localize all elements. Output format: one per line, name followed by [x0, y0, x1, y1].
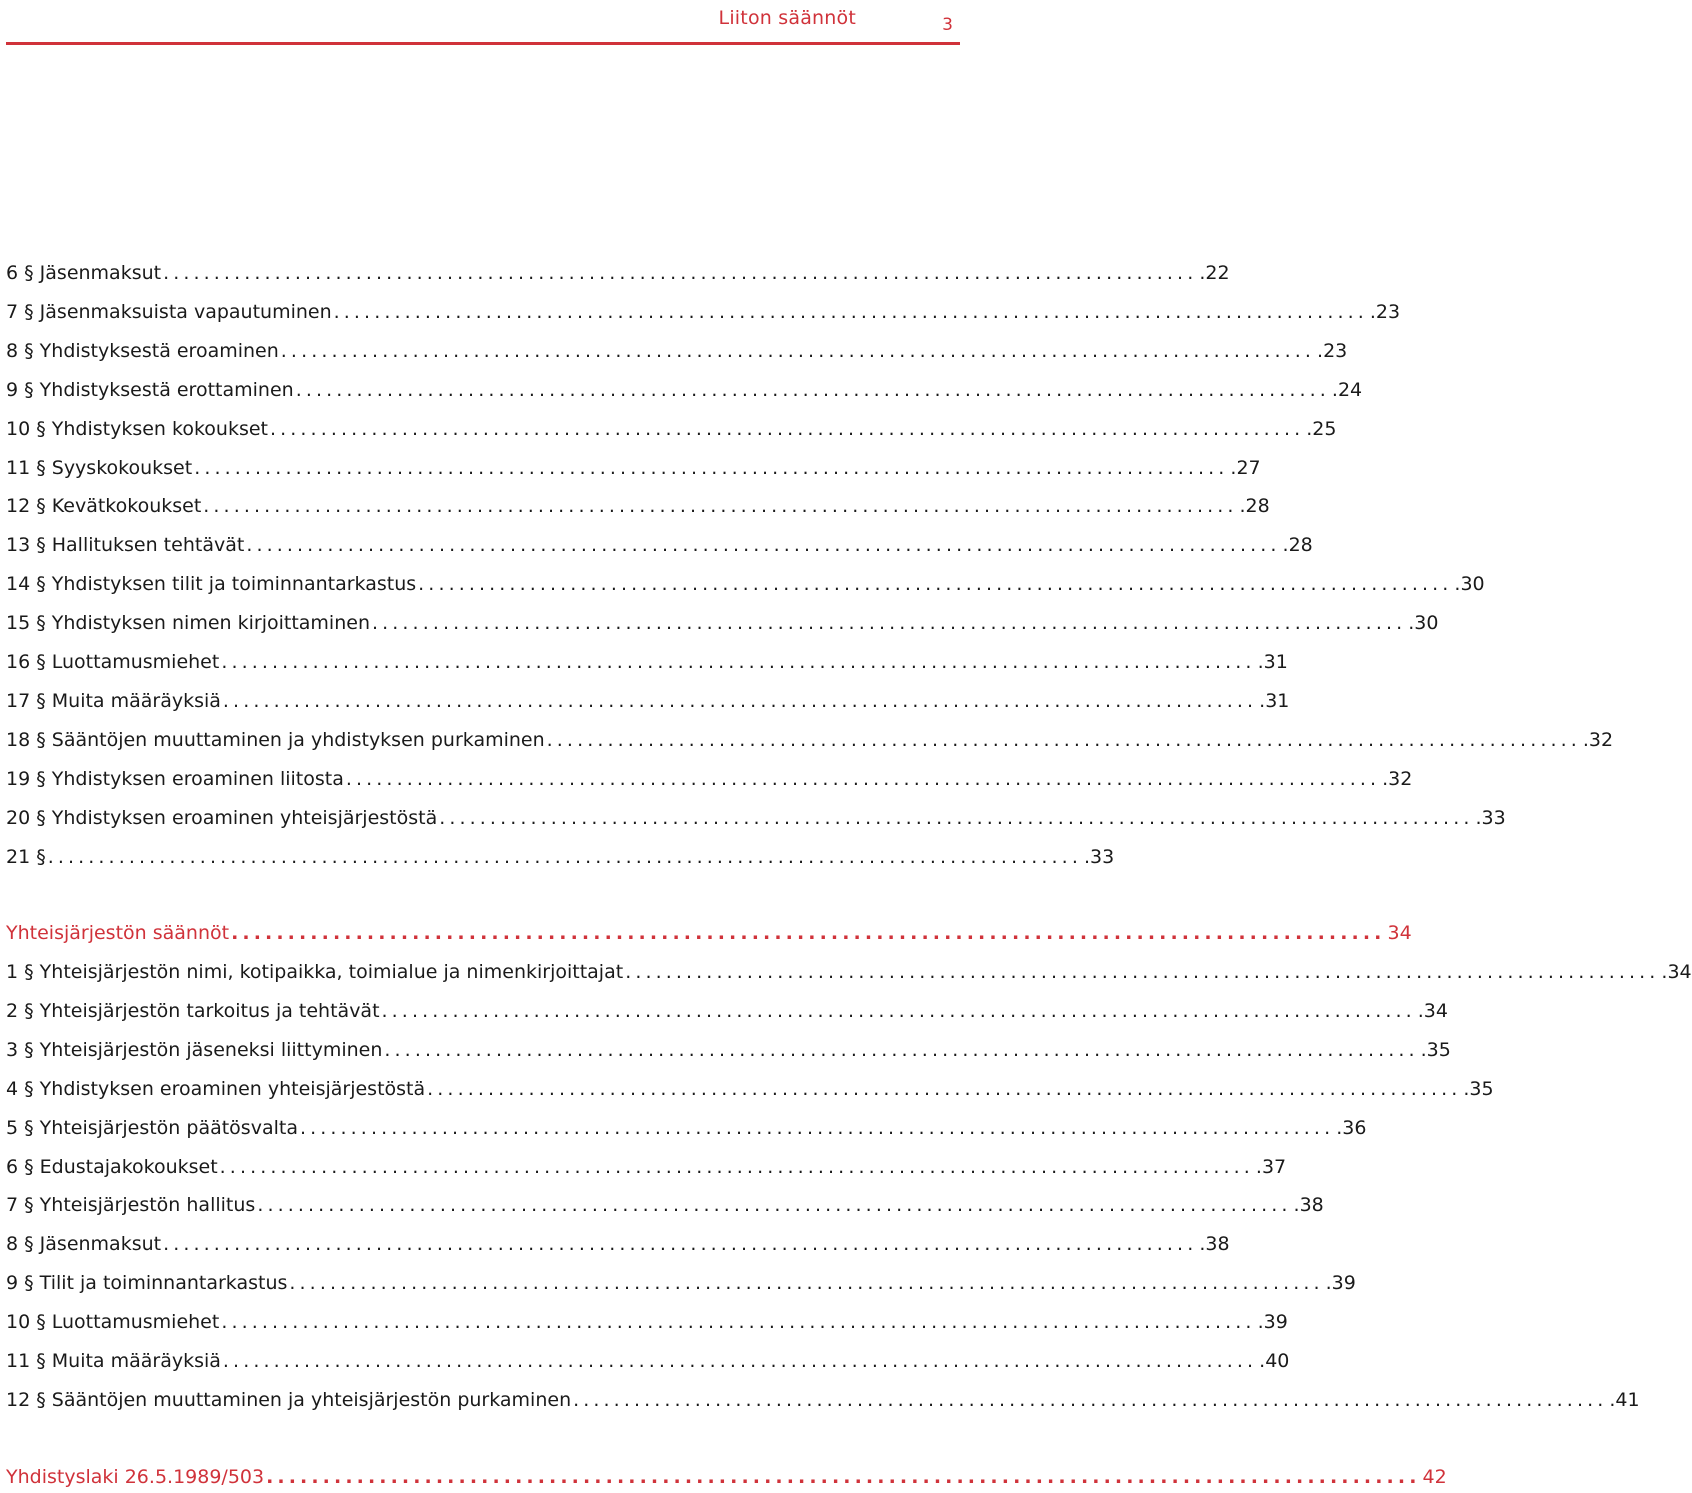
toc-dot-leader: ...................................................................................................... [439, 806, 1474, 829]
toc-entry-label: 7 § Jäsenmaksuista vapautuminen [6, 300, 332, 323]
toc-dot-leader: ...................................................................................................... [280, 339, 1316, 362]
toc-entry-label: 2 § Yhteisjärjestön tarkoitus ja tehtävät [6, 999, 380, 1022]
toc-page-number: .35 [1463, 1077, 1494, 1100]
toc-page-number: 34 [1387, 922, 1412, 944]
toc-entry[interactable] [6, 724, 1614, 756]
toc-dot-leader: ...................................................................................................... [221, 1311, 1256, 1334]
toc-entry[interactable] [6, 1151, 1287, 1183]
toc-entry-label: 6 § Edustajakokoukset [6, 1155, 218, 1178]
toc-entry[interactable] [6, 607, 1439, 639]
toc-page-number: .39 [1257, 1311, 1288, 1334]
toc-entry[interactable] [6, 1384, 1640, 1416]
toc-entry-label: 9 § Tilit ja toiminnantarkastus [6, 1272, 288, 1295]
toc-entry-label: Yhteisjärjestön säännöt [6, 922, 230, 944]
toc-entry-label: 1 § Yhteisjärjestön nimi, kotipaikka, toimialue ja nimenkirjoittajat [6, 961, 624, 983]
toc-dot-leader: ...................................................................................................... [163, 262, 1198, 284]
running-header-title: Liiton säännöt [718, 7, 856, 29]
toc-page-number: .33 [1083, 845, 1115, 868]
toc-dot-leader: ...................................................................................................... [231, 922, 1386, 944]
toc-dot-leader: ...................................................................................................... [222, 689, 1258, 712]
toc-page-number: .24 [1331, 378, 1363, 401]
toc-entry-label: 12 § Sääntöjen muuttaminen ja yhteisjärjestön purkaminen [6, 1388, 572, 1411]
toc-dot-leader: ...................................................................................................... [427, 1077, 1462, 1100]
toc-entry-label: 12 § Kevätkokoukset [6, 495, 202, 518]
toc-entry-label: 8 § Jäsenmaksut [6, 1233, 162, 1256]
page-number: 3 [942, 15, 953, 35]
toc-dot-leader: ...................................................................................................... [222, 1350, 1258, 1372]
toc-dot-leader: ...................................................................................................... [384, 1038, 1419, 1061]
toc-entry[interactable] [6, 1189, 1324, 1221]
toc-page-number: .30 [1454, 573, 1485, 596]
toc-entry-label: 13 § Hallituksen tehtävät [6, 534, 245, 557]
toc-entry[interactable] [6, 646, 1288, 678]
toc-page-number: .41 [1609, 1388, 1640, 1411]
toc-dot-leader: ...................................................................................................... [625, 961, 1660, 983]
toc-dot-leader: ...................................................................................................... [295, 378, 1330, 401]
toc-dot-leader: ...................................................................................................... [47, 845, 1082, 868]
toc-page-number: .32 [1382, 767, 1413, 790]
toc-page-number: .38 [1199, 1233, 1230, 1256]
toc-page-number: .30 [1408, 612, 1439, 635]
toc-dot-leader: ...................................................................................................... [203, 495, 1238, 518]
toc-entry[interactable] [6, 1073, 1494, 1105]
toc-dot-leader: ...................................................................................................... [194, 456, 1229, 479]
toc-page-number: .31 [1257, 651, 1288, 673]
toc-entry-label: 16 § Luottamusmiehet [6, 651, 220, 673]
toc-dot-leader: ...................................................................................................... [246, 534, 1281, 557]
toc-dot-leader: ...................................................................................................... [266, 1466, 1421, 1488]
toc-page-number: .38 [1293, 1194, 1324, 1217]
toc-page-number: .23 [1369, 300, 1401, 323]
toc-entry[interactable] [6, 802, 1506, 834]
toc-entry[interactable] [6, 1267, 1356, 1299]
toc-page-number: .27 [1230, 456, 1261, 479]
toc-dot-leader: ...................................................................................................... [163, 1233, 1198, 1256]
toc-entry[interactable] [6, 490, 1270, 522]
toc-dot-leader: ...................................................................................................... [381, 999, 1416, 1022]
toc-entry[interactable] [6, 841, 1115, 873]
toc-page-number: .33 [1475, 806, 1506, 829]
toc-page-number: .34 [1661, 961, 1692, 983]
toc-entry[interactable] [6, 1228, 1230, 1260]
toc-page-number: .39 [1325, 1272, 1356, 1295]
toc-entry-label: 7 § Yhteisjärjestön hallitus [6, 1194, 256, 1217]
toc-entry-label: 4 § Yhdistyksen eroaminen yhteisjärjestöstä [6, 1077, 426, 1100]
toc-entry-label: 21 § [6, 845, 46, 868]
toc-entry[interactable] [6, 956, 1692, 988]
toc-section-heading[interactable] [6, 917, 1412, 949]
toc-entry[interactable] [6, 257, 1230, 289]
toc-dot-leader: ...................................................................................................... [418, 573, 1453, 596]
toc-dot-leader: ...................................................................................................... [573, 1388, 1608, 1411]
toc-dot-leader: ...................................................................................................... [372, 612, 1407, 635]
toc-page-number: .36 [1336, 1116, 1367, 1139]
toc-entry[interactable] [6, 763, 1413, 795]
toc-entry-label: 17 § Muita määräyksiä [6, 689, 221, 712]
toc-entry-label: 6 § Jäsenmaksut [6, 262, 162, 284]
toc-dot-leader: ...................................................................................................... [345, 767, 1381, 790]
toc-page-number: .25 [1306, 417, 1337, 440]
toc-entry[interactable] [6, 413, 1337, 445]
toc-dot-leader: ...................................................................................................... [299, 1116, 1335, 1139]
toc-page-number: .34 [1417, 999, 1448, 1022]
toc-dot-leader: ...................................................................................................... [257, 1194, 1292, 1217]
toc-entry-label: 3 § Yhteisjärjestön jäseneksi liittyminen [6, 1038, 383, 1061]
toc-entry[interactable] [6, 374, 1363, 406]
toc-page-number: .31 [1259, 689, 1290, 712]
toc-page-number: .23 [1317, 339, 1348, 362]
toc-entry-label: 10 § Luottamusmiehet [6, 1311, 220, 1334]
toc-entry-label: 11 § Syyskokoukset [6, 456, 193, 479]
toc-entry[interactable] [6, 1112, 1367, 1144]
toc-dot-leader: ...................................................................................................... [546, 728, 1581, 751]
toc-entry[interactable] [6, 452, 1261, 484]
toc-dot-leader: ...................................................................................................... [270, 417, 1305, 440]
toc-entry-label: 11 § Muita määräyksiä [6, 1350, 221, 1372]
toc-dot-leader: ...................................................................................................... [221, 651, 1256, 673]
toc-page-number: 42 [1422, 1466, 1447, 1488]
toc-page-number: .32 [1582, 728, 1614, 751]
toc-entry[interactable] [6, 995, 1448, 1027]
toc-entry[interactable] [6, 685, 1290, 717]
toc-entry-label: 9 § Yhdistyksestä erottaminen [6, 378, 294, 401]
header-divider [6, 42, 960, 45]
toc-entry[interactable] [6, 1034, 1451, 1066]
toc-entry[interactable] [6, 529, 1313, 561]
toc-entry-label: 10 § Yhdistyksen kokoukset [6, 417, 268, 440]
toc-entry-label: 14 § Yhdistyksen tilit ja toiminnantarkastus [6, 573, 417, 596]
toc-page-number: .35 [1420, 1038, 1451, 1061]
toc-dot-leader: ...................................................................................................... [219, 1155, 1254, 1178]
toc-dot-leader: ...................................................................................................... [289, 1272, 1324, 1295]
toc-entry-label: 15 § Yhdistyksen nimen kirjoittaminen [6, 612, 370, 635]
toc-page-number: .37 [1255, 1155, 1287, 1178]
toc-page-number: .28 [1282, 534, 1313, 557]
toc-entry[interactable] [6, 1345, 1290, 1377]
toc-entry-label: 8 § Yhdistyksestä eroaminen [6, 339, 279, 362]
toc-dot-leader: ...................................................................................................... [333, 300, 1368, 323]
toc-entry-label: Yhdistyslaki 26.5.1989/503 [6, 1466, 265, 1488]
toc-entry-label: 20 § Yhdistyksen eroaminen yhteisjärjestöstä [6, 806, 438, 829]
toc-entry-label: 5 § Yhteisjärjestön päätösvalta [6, 1116, 298, 1139]
toc-entry[interactable] [6, 568, 1485, 600]
toc-section-heading[interactable] [6, 1461, 1447, 1493]
toc-page-number: .28 [1239, 495, 1270, 518]
toc-entry-label: 19 § Yhdistyksen eroaminen liitosta [6, 767, 344, 790]
toc-entry[interactable] [6, 335, 1348, 367]
toc-entry[interactable] [6, 1306, 1288, 1338]
toc-page-number: .22 [1199, 262, 1230, 284]
toc-page-number: .40 [1259, 1350, 1290, 1372]
toc-entry[interactable] [6, 296, 1401, 328]
toc-entry-label: 18 § Sääntöjen muuttaminen ja yhdistyksen purkaminen [6, 728, 545, 751]
